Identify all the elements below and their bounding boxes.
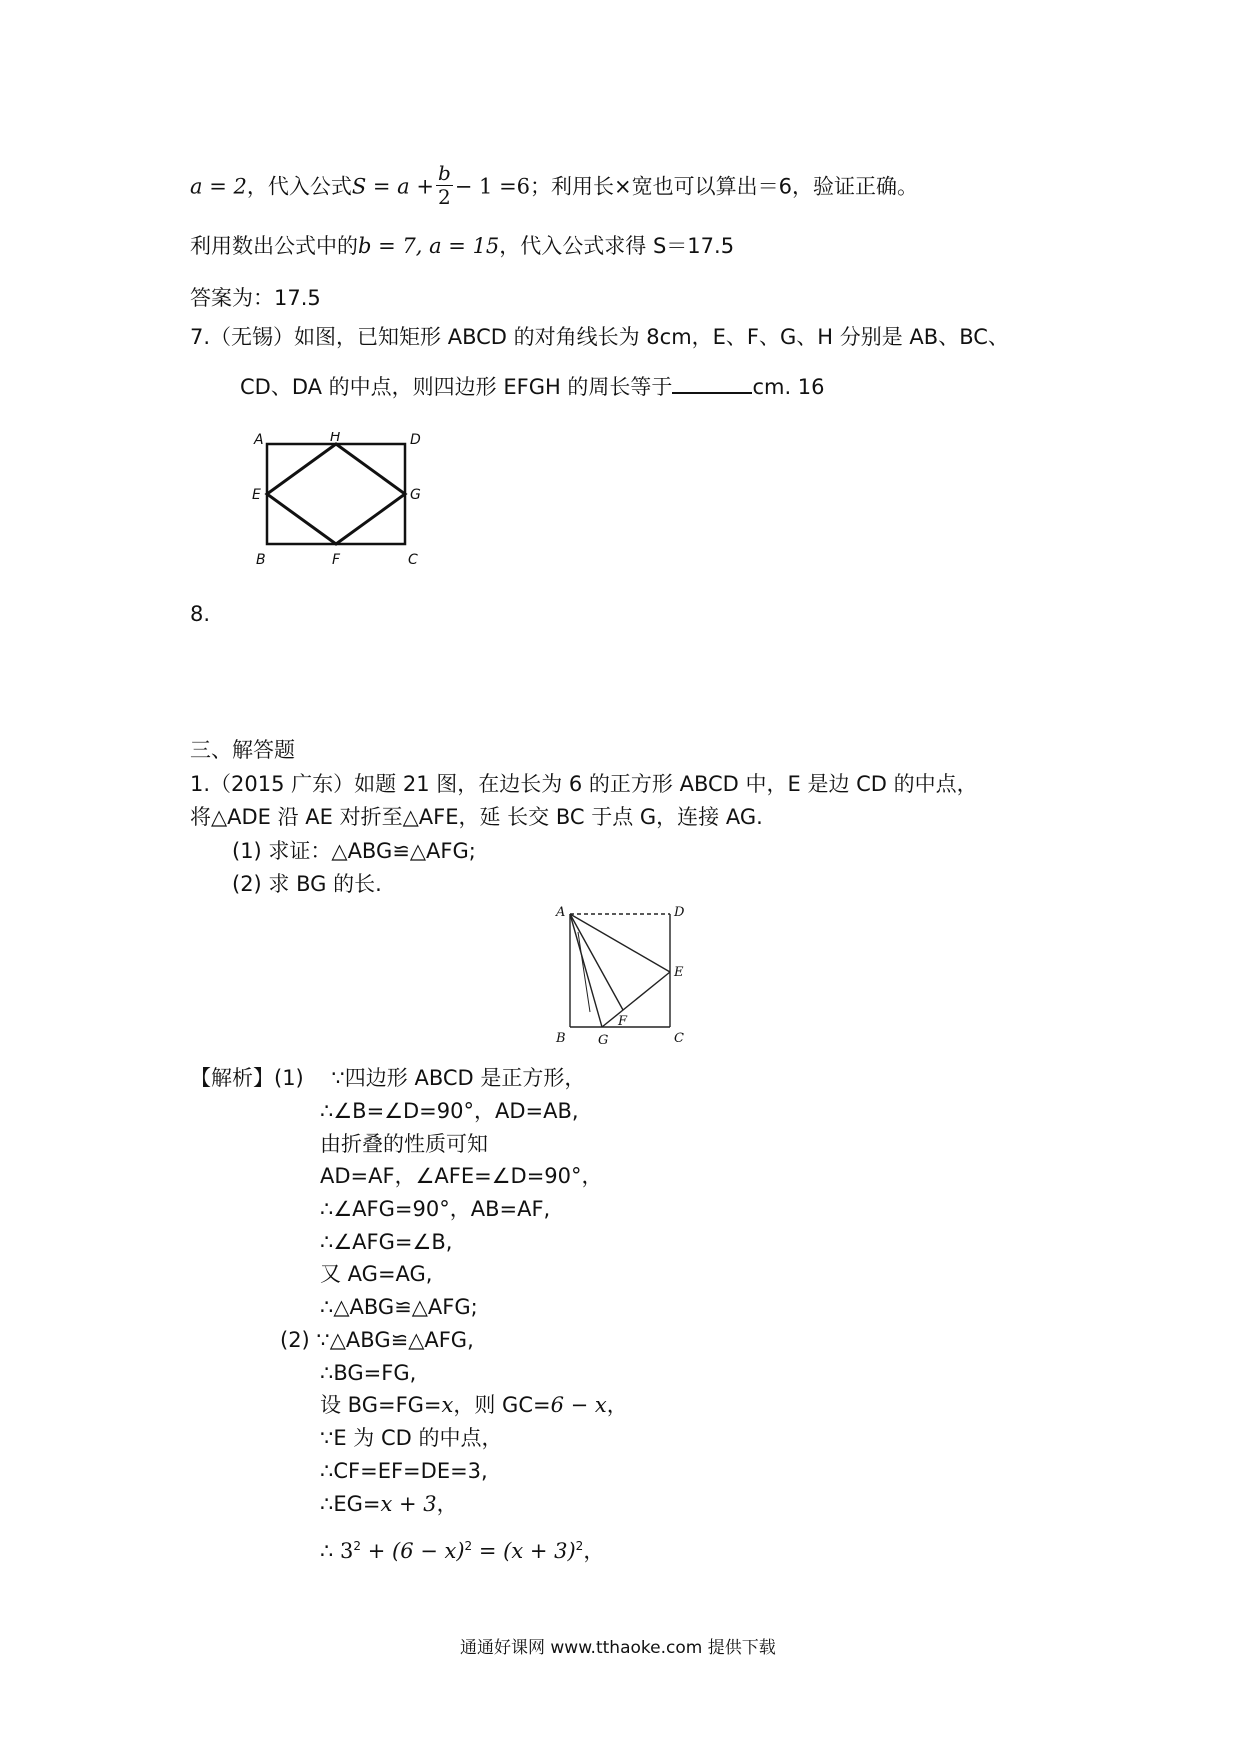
solution-line-8: ∴△ABG≌△AFG; — [320, 1295, 478, 1319]
exponent: 2 — [575, 1539, 584, 1553]
math-term: + (6 − x) — [361, 1539, 465, 1563]
text: ，代入公式求得 S＝17.5 — [499, 234, 735, 258]
rectangle-abcd — [267, 444, 405, 544]
label-g: G — [410, 487, 421, 503]
text: cm. 16 — [752, 375, 825, 399]
fraction-numerator: b — [437, 161, 451, 185]
math-x-plus-3: x + 3 — [380, 1492, 437, 1516]
section-heading: 三、解答题 — [190, 738, 295, 762]
label-f: F — [332, 552, 341, 568]
segment-ag — [570, 914, 602, 1027]
problem-1-question-1: (1) 求证：△ABG≌△AFG; — [232, 839, 476, 863]
fraction — [436, 162, 453, 209]
label-d: D — [410, 432, 421, 448]
math-3: 3 — [340, 1539, 354, 1563]
math-formula-rhs: − 1 =6 — [454, 174, 531, 199]
question-7-line1: 7.（无锡）如图，已知矩形 ABCD 的对角线长为 8cm，E、F、G、H 分别是 AB、BC、 — [190, 325, 1009, 349]
quadrilateral-efgh — [267, 444, 405, 544]
text: ∴EG= — [320, 1492, 381, 1516]
rectangle-midpoint-figure — [250, 432, 450, 582]
question-8: 8. — [190, 602, 211, 626]
solution-line-1: 【解析】(1) ∵四边形 ABCD 是正方形， — [190, 1066, 586, 1090]
solution-line-4: AD=AF，∠AFE=∠D=90°， — [320, 1164, 603, 1188]
label-g: G — [598, 1033, 609, 1048]
label-e: E — [674, 965, 684, 980]
label-c: C — [408, 552, 418, 568]
label-f: F — [618, 1014, 628, 1029]
math-term: = (x + 3) — [472, 1539, 576, 1563]
math-a-eq: a = 2 — [190, 174, 247, 199]
math-x: x — [441, 1393, 454, 1417]
solution-line-11 — [320, 1395, 628, 1416]
solution-line-15 — [320, 1540, 604, 1562]
label-h: H — [330, 432, 341, 445]
question-7-line2 — [240, 374, 825, 398]
solution-line-13: ∴CF=EF=DE=3, — [320, 1459, 488, 1483]
solution-line-6: ∴∠AFG=∠B, — [320, 1230, 453, 1254]
solution-line-5: ∴∠AFG=90°，AB=AF, — [320, 1197, 551, 1221]
text-line-formula — [190, 161, 918, 211]
solution-line-14 — [320, 1494, 458, 1515]
exponent: 2 — [353, 1539, 362, 1553]
segment-ge — [602, 972, 670, 1027]
solution-line-3: 由折叠的性质可知 — [320, 1132, 488, 1156]
text: ，则 GC= — [453, 1393, 551, 1417]
text: ， — [583, 1539, 605, 1563]
square-fold-figure — [550, 902, 710, 1052]
page-footer: 通通好课网 www.tthaoke.com 提供下载 — [460, 1638, 776, 1658]
problem-1-line2: 将△ADE 沿 AE 对折至△AFE，延 长交 BC 于点 G，连接 AG. — [190, 805, 763, 829]
math-6-minus-x: 6 − x — [550, 1393, 607, 1417]
solution-line-10: ∴BG=FG, — [320, 1361, 417, 1385]
text: ∴ — [320, 1539, 341, 1563]
math-values: b = 7, a = 15 — [358, 234, 500, 258]
math-formula-lhs: S = a + — [351, 174, 434, 199]
label-b: B — [556, 1031, 566, 1046]
answer-line: 答案为：17.5 — [190, 286, 321, 310]
problem-1-question-2: (2) 求 BG 的长. — [232, 872, 382, 896]
label-c: C — [674, 1031, 684, 1046]
text: 设 BG=FG= — [320, 1393, 442, 1417]
label-e: E — [252, 487, 261, 503]
text: CD、DA 的中点，则四边形 EFGH 的周长等于 — [240, 375, 673, 399]
label-d: D — [674, 905, 685, 920]
text: ；利用长×宽也可以算出＝6，验证正确。 — [530, 174, 918, 199]
segment-af — [570, 914, 623, 1010]
text: ， — [436, 1492, 458, 1516]
solution-line-9: (2) ∵△ABG≌△AFG, — [280, 1328, 474, 1352]
segment-ae — [570, 914, 670, 972]
label-a: A — [254, 432, 264, 448]
fraction-denominator: 2 — [437, 185, 451, 209]
answer-blank — [672, 374, 752, 394]
label-b: B — [256, 552, 266, 568]
exponent: 2 — [464, 1539, 473, 1553]
text: 利用数出公式中的 — [190, 234, 358, 258]
text: ，代入公式 — [246, 174, 352, 199]
text-line-count — [190, 236, 734, 257]
segment-gc-extra — [578, 932, 590, 1012]
label-a: A — [556, 905, 566, 920]
problem-1-line1: 1.（2015 广东）如题 21 图，在边长为 6 的正方形 ABCD 中，E 是边 CD 的中点， — [190, 772, 978, 796]
solution-line-12: ∵E 为 CD 的中点， — [320, 1426, 503, 1450]
solution-line-2: ∴∠B=∠D=90°，AD=AB, — [320, 1099, 579, 1123]
text: ， — [606, 1393, 628, 1417]
solution-line-7: 又 AG=AG, — [320, 1262, 433, 1286]
